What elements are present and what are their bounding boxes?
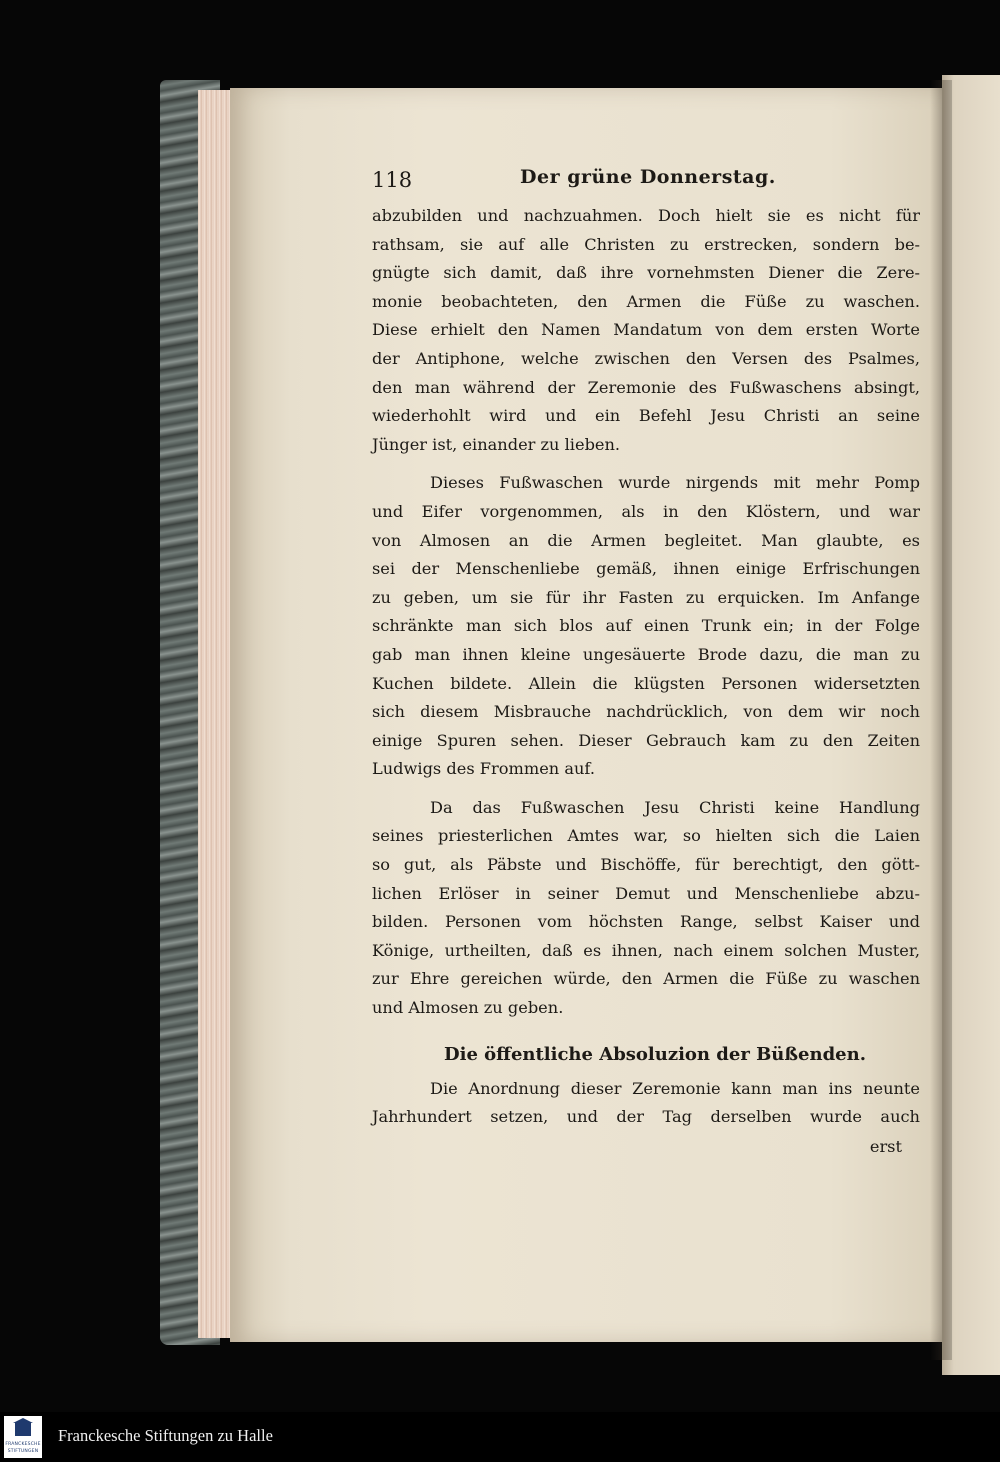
- text-line: und Eifer vorgenommen, als in den Klöstern, und war: [372, 501, 920, 521]
- text-line: wiederhohlt wird und ein Befehl Jesu Christi an seine: [372, 406, 920, 426]
- catchword: erst: [869, 1136, 902, 1156]
- section-heading: Die öffentliche Absoluzion der Büßenden.: [444, 1043, 866, 1065]
- text-line: Diese erhielt den Namen Mandatum von dem ersten Worte: [372, 320, 920, 340]
- paragraph-1: [372, 202, 920, 459]
- text-line: Da das Fußwaschen Jesu Christi keine Handlung: [430, 797, 920, 817]
- paragraph-4: [372, 1075, 920, 1132]
- text-line: der Antiphone, welche zwischen den Versen des Psalmes,: [372, 348, 920, 368]
- text-line: bilden. Personen vom höchsten Range, selbst Kaiser und: [372, 912, 920, 932]
- text-line: rathsam, sie auf alle Christen zu erstrecken, sondern be-: [372, 234, 920, 254]
- text-line: Ludwigs des Frommen auf.: [372, 759, 595, 779]
- text-line: lichen Erlöser in seiner Demut und Menschenliebe abzu-: [372, 883, 920, 903]
- gutter-shadow: [930, 80, 952, 1360]
- text-line: seines priesterlichen Amtes war, so hielten sich die Laien: [372, 826, 920, 846]
- text-line: Die Anordnung dieser Zeremonie kann man ins neunte: [430, 1078, 920, 1098]
- text-line: einige Spuren sehen. Dieser Gebrauch kam zu den Zeiten: [372, 730, 920, 750]
- running-title: Der grüne Donnerstag.: [520, 166, 776, 188]
- text-line: den man während der Zeremonie des Fußwaschens absingt,: [372, 377, 920, 397]
- text-line: zur Ehre gereichen würde, den Armen die Füße zu waschen: [372, 969, 920, 989]
- text-line: gnügte sich damit, daß ihre vornehmsten Diener die Zere-: [372, 263, 920, 283]
- logo-text-1: FRANCKESCHE: [5, 1442, 41, 1447]
- text-line: Jahrhundert setzen, und der Tag derselben wurde auch: [372, 1107, 920, 1127]
- paragraph-3: [372, 794, 920, 1023]
- text-line: abzubilden und nachzuahmen. Doch hielt sie es nicht für: [372, 206, 920, 225]
- text-line: Dieses Fußwaschen wurde nirgends mit mehr Pomp: [430, 473, 920, 493]
- page-number: 118: [372, 168, 413, 192]
- text-line: sei der Menschenliebe gemäß, ihnen einige Erfrischungen: [372, 559, 920, 579]
- institution-name: Franckesche Stiftungen zu Halle: [58, 1426, 273, 1445]
- paragraph-2: [372, 469, 920, 784]
- institution-logo-icon: [4, 1416, 42, 1458]
- text-line: monie beobachteten, den Armen die Füße zu waschen.: [372, 291, 920, 311]
- text-line: gab man ihnen kleine ungesäuerte Brode dazu, die man zu: [372, 644, 920, 664]
- text-line: von Almosen an die Armen begleitet. Man glaubte, es: [372, 530, 920, 550]
- text-line: schränkte man sich blos auf einen Trunk ein; in der Folge: [372, 616, 920, 636]
- text-line: so gut, als Päbste und Bischöffe, für berechtigt, den gött-: [372, 855, 920, 875]
- text-line: Kuchen bildete. Allein die klügsten Personen widersetzten: [372, 673, 920, 693]
- text-line: sich diesem Misbrauche nachdrücklich, von dem wir noch: [372, 702, 920, 722]
- text-line: und Almosen zu geben.: [372, 998, 564, 1018]
- page-text: [372, 162, 920, 1162]
- text-line: Jünger ist, einander zu lieben.: [372, 434, 621, 454]
- running-head: [372, 162, 920, 202]
- text-line: zu geben, um sie für ihr Fasten zu erquicken. Im Anfange: [372, 587, 920, 607]
- logo-text-2: STIFTUNGEN: [7, 1449, 39, 1454]
- text-line: Könige, urtheilten, daß es ihnen, nach einem solchen Muster,: [372, 940, 920, 960]
- footer-bar: [0, 1412, 1000, 1462]
